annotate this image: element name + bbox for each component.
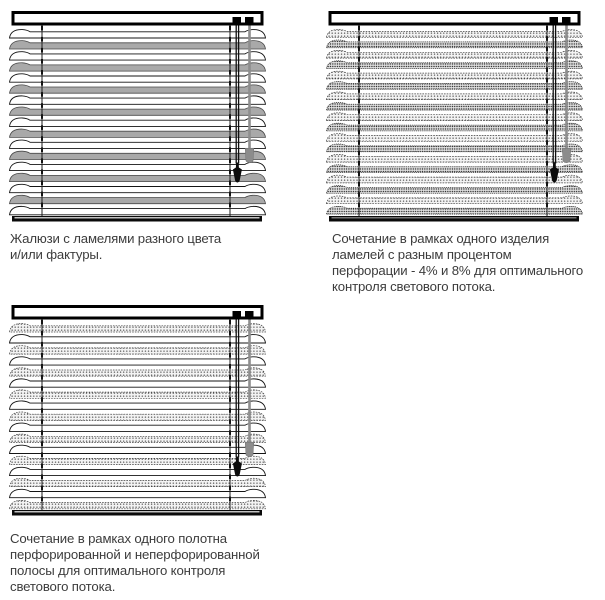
slat-perforated-8	[327, 102, 583, 110]
slat-perforated-4	[327, 196, 583, 204]
bottom-rail	[12, 216, 262, 222]
slat-perforated-8	[327, 82, 583, 90]
caption-line: ламелей с разным процентом	[332, 247, 512, 263]
slat-plain-white	[10, 467, 266, 475]
cord-lock	[550, 17, 559, 23]
slat-perforated-4	[10, 500, 266, 508]
slats	[10, 30, 266, 215]
slat-solid-gray	[10, 173, 266, 181]
slat-perforated-8	[327, 144, 583, 152]
slat-plain-white	[10, 489, 266, 497]
wand-holder	[245, 311, 254, 317]
caption-mixed-perforation	[332, 231, 583, 295]
slat-perforated-4	[10, 368, 266, 376]
slat-perforated-4	[327, 50, 583, 58]
slat-perforated-4	[327, 71, 583, 79]
caption-line: Сочетание в рамках одного полотна	[10, 531, 227, 546]
slat-solid-gray	[10, 107, 266, 115]
slat-perforated-4	[10, 434, 266, 442]
slat-plain-white	[10, 118, 266, 126]
wand-handle	[562, 148, 571, 163]
slat-plain-white	[10, 74, 266, 82]
slat-plain-white	[10, 379, 266, 387]
headrail	[13, 307, 262, 319]
slat-solid-gray	[10, 151, 266, 159]
slat-perforated-8	[327, 206, 583, 214]
slat-perforated-4	[10, 456, 266, 464]
caption-line: контроля светового потока.	[332, 279, 496, 295]
headrail	[330, 13, 579, 25]
caption-line: Сочетание в рамках одного изделия	[332, 231, 550, 246]
slat-perforated-4	[10, 412, 266, 420]
wand-handle	[245, 442, 254, 457]
slat-solid-gray	[10, 41, 266, 49]
slat-perforated-8	[327, 40, 583, 48]
caption-line: перфорации - 4% и 8% для оптимального	[332, 263, 584, 279]
slat-plain-white	[10, 335, 266, 343]
bottom-rail	[12, 510, 262, 516]
bottom-rail	[329, 216, 579, 222]
cord-lock	[233, 17, 242, 23]
slat-plain-white	[10, 162, 266, 170]
slat-plain-white	[10, 206, 266, 214]
slat-plain-white	[10, 357, 266, 365]
slat-perforated-4	[10, 346, 266, 354]
caption-perforated-and-plain	[10, 531, 260, 595]
slat-perforated-8	[327, 61, 583, 69]
slat-plain-white	[10, 140, 266, 148]
slat-plain-white	[10, 401, 266, 409]
slat-plain-white	[10, 96, 266, 104]
wand-holder	[562, 17, 571, 23]
blind-drawing-different-colors	[8, 8, 267, 224]
slat-perforated-8	[327, 165, 583, 173]
slat-perforated-4	[10, 390, 266, 398]
slat-solid-gray	[10, 195, 266, 203]
slat-plain-white	[10, 184, 266, 192]
slat-plain-white	[10, 30, 266, 38]
caption-line: Жалюзи с ламелями разного цвета	[10, 231, 222, 246]
slat-perforated-4	[10, 478, 266, 486]
caption-line: полосы для оптимального контроля	[10, 563, 226, 579]
headrail	[13, 13, 262, 25]
slat-perforated-4	[327, 134, 583, 142]
slat-solid-gray	[10, 85, 266, 93]
blind-drawing-mixed-perforation	[325, 8, 584, 224]
wand-holder	[245, 17, 254, 23]
slat-solid-gray	[10, 63, 266, 71]
blind-drawing-perforated-and-plain	[8, 302, 267, 518]
wand-handle	[245, 148, 254, 163]
slat-plain-white	[10, 52, 266, 60]
caption-line: перфорированной и неперфорированной	[10, 547, 260, 563]
slat-perforated-4	[10, 324, 266, 332]
slat-perforated-8	[327, 123, 583, 131]
caption-line: светового потока.	[10, 579, 116, 595]
slat-perforated-4	[327, 175, 583, 183]
caption-line: и/или фактуры.	[10, 247, 103, 263]
slat-perforated-4	[327, 92, 583, 100]
slat-perforated-4	[327, 30, 583, 38]
slat-perforated-4	[327, 113, 583, 121]
slats	[327, 30, 583, 215]
slat-solid-gray	[10, 129, 266, 137]
slat-perforated-4	[327, 154, 583, 162]
slat-plain-white	[10, 445, 266, 453]
slat-perforated-8	[327, 186, 583, 194]
cord-lock	[233, 311, 242, 317]
caption-different-colors	[10, 231, 221, 263]
slats	[10, 324, 266, 509]
slat-plain-white	[10, 423, 266, 431]
